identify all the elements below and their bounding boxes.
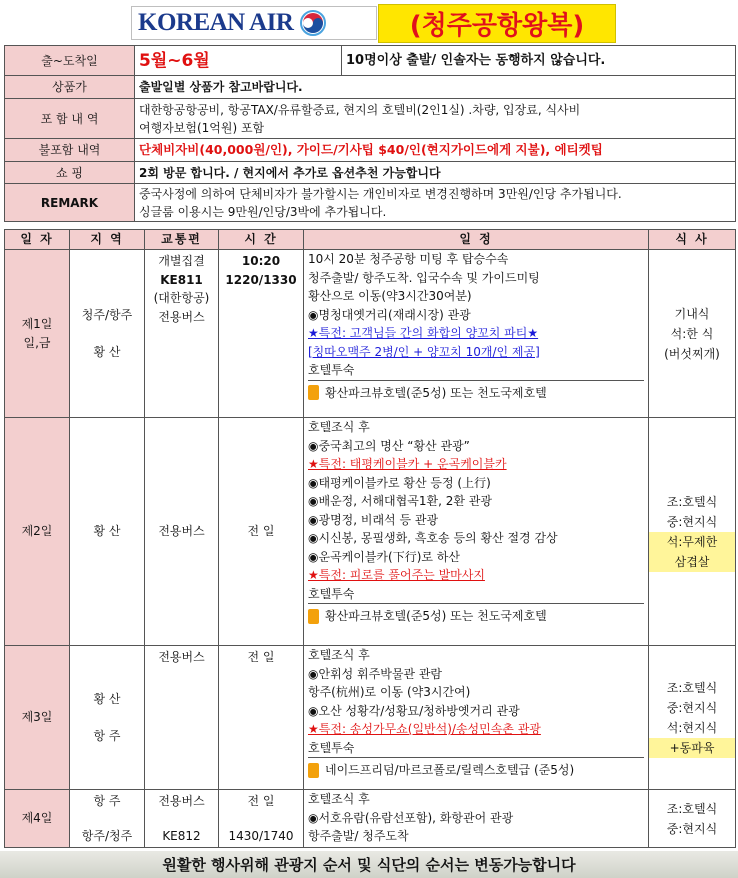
time-cell xyxy=(219,250,304,418)
itinerary-line: ◉광명정, 비래석 등 관광 xyxy=(308,512,439,527)
day-row xyxy=(5,418,736,646)
exclude-label: 불포함 내역 xyxy=(5,139,135,162)
region: 항 주 xyxy=(93,728,121,743)
itinerary-line: 10시 20분 청주공항 미팅 후 탑승수속 xyxy=(308,252,509,266)
day-row xyxy=(5,250,736,418)
hotel-line xyxy=(308,603,644,626)
include-line: 여행자보험(1억원) 포함 xyxy=(139,120,265,135)
include-value xyxy=(135,99,736,139)
itinerary-cell xyxy=(304,646,649,790)
region: 황 산 xyxy=(93,344,121,359)
region-cell xyxy=(70,646,145,790)
time: 전 일 xyxy=(247,794,275,808)
special-offer-line: ★특전: 송성가무쇼(일반석)/송성민속촌 관광 xyxy=(308,722,541,736)
meal: 석:무제한 xyxy=(649,532,735,552)
itinerary-line: ◉태평케이블카로 황산 등정 (上行) xyxy=(308,475,491,490)
itinerary-line: 황산으로 이동(약3시간30여분) xyxy=(308,289,472,303)
region: 황 산 xyxy=(93,692,121,706)
meal: 석:현지식 xyxy=(666,720,718,735)
itinerary-line: 항주(杭州)로 이동 (약3시간여) xyxy=(308,685,471,699)
col-day-header: 일 자 xyxy=(5,230,70,250)
meal: 조:호텔식 xyxy=(666,801,718,816)
itinerary-line: ◉서호유람(유람선포함), 화항관어 관광 xyxy=(308,810,514,825)
region-cell xyxy=(70,418,145,646)
exclude-value: 단체비자비(40,000원/인), 가이드/기사팁 $40/인(현지가이드에게 지불), 에티켓팁 xyxy=(135,139,736,162)
logo-text: KOREAN AIR xyxy=(138,9,294,36)
time-cell xyxy=(219,646,304,790)
remark-line: 중국사정에 의하여 단체비자가 불가할시는 개인비자로 변경진행하며 3만원/인당 추가됩니다. xyxy=(139,186,622,201)
header xyxy=(0,0,738,44)
itinerary-line: 호텔조식 후 xyxy=(308,792,370,806)
period-value: 5월~6월 xyxy=(135,46,342,76)
col-meals-header: 식 사 xyxy=(649,230,736,250)
transport-cell xyxy=(145,790,219,848)
itinerary-line: 항주출발/ 청주도착 xyxy=(308,829,409,843)
itinerary-line: ◉오산 성황각/성황묘/청하방옛거리 관광 xyxy=(308,703,520,718)
itinerary-line: 호텔조식 후 xyxy=(308,420,370,434)
meal: 석:한 식 xyxy=(670,326,714,341)
col-transport-header: 교통편 xyxy=(145,230,219,250)
period-label: 출~도착일 xyxy=(5,46,135,76)
price-label: 상품가 xyxy=(5,76,135,99)
itinerary-line: 호텔투숙 xyxy=(308,586,355,601)
col-region-header: 지 역 xyxy=(70,230,145,250)
transport-cell xyxy=(145,250,219,418)
meal: (버섯찌개) xyxy=(664,346,720,361)
special-offer-line: [칭따오맥주 2병/인 + 양꼬치 10개/인 제공] xyxy=(308,344,540,359)
transport: 전용버스 xyxy=(158,309,205,324)
period-note: 10명이상 출발/ 인솔자는 동행하지 않습니다. xyxy=(342,46,736,76)
region: 청주/항주 xyxy=(81,308,133,322)
meal: 중:현지식 xyxy=(666,514,718,529)
shopping-value: 2회 방문 합니다. / 현지에서 추가로 옵션추천 가능합니다 xyxy=(135,162,736,184)
col-time-header: 시 간 xyxy=(219,230,304,250)
time: 전 일 xyxy=(247,524,275,539)
transport: 전용버스 xyxy=(158,524,205,539)
day-cell xyxy=(5,418,70,646)
region: 항주/청주 xyxy=(81,828,133,843)
meal: 조:호텔식 xyxy=(666,680,718,695)
product-info-table xyxy=(4,45,736,222)
hotel-line xyxy=(308,757,644,780)
itinerary-line: ◉명청대옛거리(재래시장) 관광 xyxy=(308,307,471,322)
itinerary-line: 호텔투숙 xyxy=(308,363,355,377)
schedule-table xyxy=(4,229,736,848)
region-cell xyxy=(70,790,145,848)
itinerary-line: 호텔투숙 xyxy=(308,740,355,755)
itinerary-line: ◉중국최고의 명산 “황산 관광” xyxy=(308,438,470,453)
special-offer-line: ★특전: 고객님들 간의 화합의 양꼬치 파티★ xyxy=(308,326,539,340)
day-cell xyxy=(5,790,70,848)
itinerary-line: 호텔조식 후 xyxy=(308,648,370,662)
special-offer-line: ★특전: 태평케이블카 + 운곡케이블카 xyxy=(308,457,507,471)
transport-cell xyxy=(145,646,219,790)
time-cell xyxy=(219,418,304,646)
transport: 개별집결 xyxy=(158,254,205,268)
meal: 기내식 xyxy=(674,306,710,321)
region: 항 주 xyxy=(93,794,121,808)
meals-cell xyxy=(649,250,736,418)
time: 1430/1740 xyxy=(228,828,294,843)
day-label: 제4일 xyxy=(21,811,53,826)
footer-notice xyxy=(0,851,738,878)
hotel-icon xyxy=(308,385,319,400)
day-cell xyxy=(5,646,70,790)
footer-text: 원활한 행사위해 관광지 순서 및 식단의 순서는 변동가능합니다 xyxy=(162,856,576,874)
hotel-line xyxy=(308,380,644,403)
meal: 중:현지식 xyxy=(666,821,718,836)
col-itinerary-header: 일 정 xyxy=(304,230,649,250)
region-cell xyxy=(70,250,145,418)
shopping-label: 쇼 핑 xyxy=(5,162,135,184)
time: 10:20 xyxy=(241,254,281,268)
hotel-name: 황산파크뷰호텔(준5성) 또는 천도국제호텔 xyxy=(325,609,547,623)
transport: 전용버스 xyxy=(158,650,205,664)
transport: 전용버스 xyxy=(158,794,205,808)
itinerary-line: ◉운곡케이블카(下行)로 하산 xyxy=(308,549,460,564)
airline-logo xyxy=(131,6,377,40)
route-banner xyxy=(378,4,616,43)
itinerary-line: ◉안휘성 휘주박물관 관람 xyxy=(308,666,443,681)
day-row xyxy=(5,646,736,790)
transport: (대한항공) xyxy=(153,291,210,305)
meals-cell xyxy=(649,418,736,646)
include-label: 포 함 내 역 xyxy=(5,99,135,139)
itinerary-line: ◉시신봉, 몽필생화, 흑호송 등의 황산 절경 감상 xyxy=(308,531,558,545)
itinerary-cell xyxy=(304,418,649,646)
hotel-icon xyxy=(308,763,319,778)
meal: 중:현지식 xyxy=(666,700,718,715)
flight-code: KE811 xyxy=(160,272,203,287)
route-banner-text: (청주공항왕복) xyxy=(409,11,585,41)
day-label: 제3일 xyxy=(21,710,53,725)
day-label: 제1일 xyxy=(21,317,53,331)
itinerary-cell xyxy=(304,250,649,418)
hotel-name: 네이드프리덤/마르코폴로/릴렉스호텔급 (준5성) xyxy=(325,763,575,777)
time: 1220/1330 xyxy=(225,272,297,287)
taeguk-logo-icon xyxy=(299,9,327,37)
flight-code: KE812 xyxy=(162,828,201,843)
weekday-label: 일,금 xyxy=(23,335,51,350)
meals-cell xyxy=(649,790,736,848)
itinerary-line: 청주출발/ 항주도착. 입국수속 및 가이드미팅 xyxy=(308,270,540,285)
time: 전 일 xyxy=(247,650,275,664)
transport-cell xyxy=(145,418,219,646)
region: 황 산 xyxy=(93,524,121,539)
remark-label: REMARK xyxy=(5,184,135,222)
price-value: 출발일별 상품가 참고바랍니다. xyxy=(135,76,736,99)
remark-value xyxy=(135,184,736,222)
day-row xyxy=(5,790,736,848)
meal: +동파육 xyxy=(649,738,735,758)
itinerary-cell xyxy=(304,790,649,848)
meal: 조:호텔식 xyxy=(666,494,718,509)
day-cell xyxy=(5,250,70,418)
hotel-icon xyxy=(308,609,319,624)
meals-cell xyxy=(649,646,736,790)
special-offer-line: ★특전: 피로를 풀어주는 발마사지 xyxy=(308,568,485,582)
time-cell xyxy=(219,790,304,848)
day-label: 제2일 xyxy=(21,524,53,539)
include-line: 대한항공항공비, 항공TAX/유류할증료, 현지의 호텔비(2인1실) .차량, 입장료, 식사비 xyxy=(139,102,581,117)
remark-line: 싱글룸 이용시는 9만원/인당/3박에 추가됩니다. xyxy=(139,204,387,219)
hotel-name: 황산파크뷰호텔(준5성) 또는 천도국제호텔 xyxy=(325,385,547,400)
itinerary-line: ◉배운정, 서해대협곡1환, 2환 관광 xyxy=(308,494,492,508)
meal: 삼겹살 xyxy=(649,552,735,572)
